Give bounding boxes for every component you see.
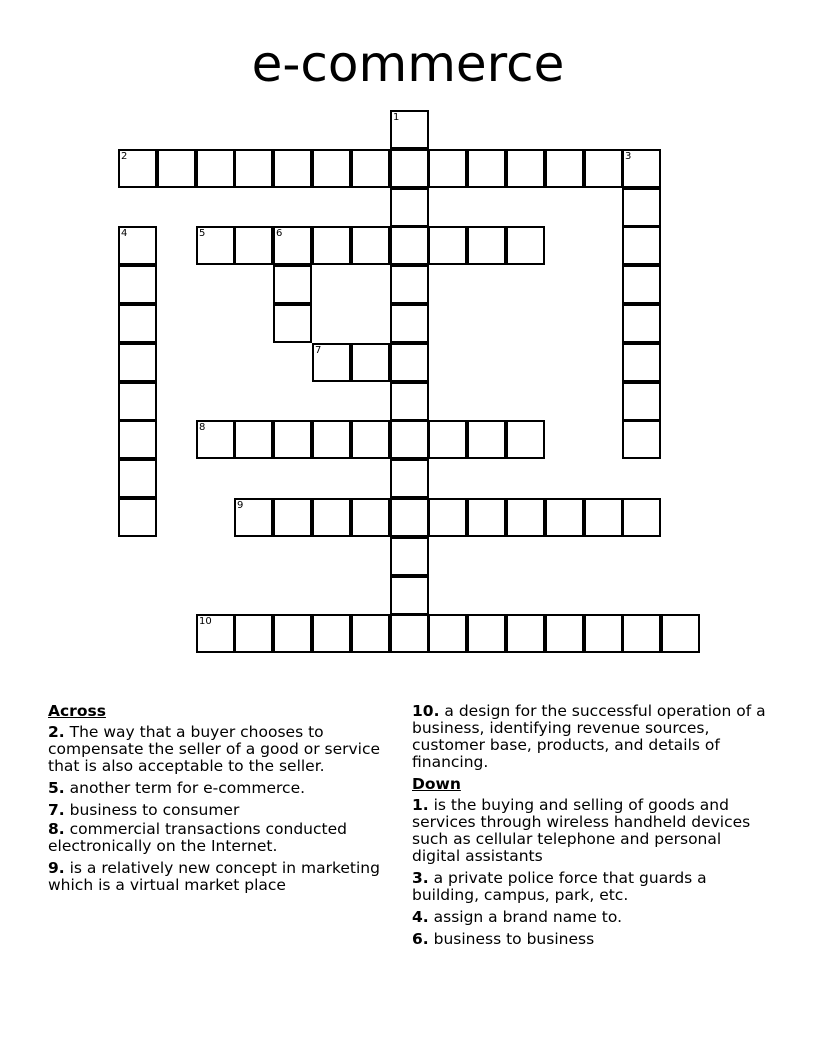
grid-cell [467, 498, 506, 537]
grid-cell [273, 226, 312, 265]
grid-cell [234, 498, 273, 537]
clue-number: 7. [48, 801, 65, 819]
grid-cell [351, 149, 390, 188]
clue-number: 9. [48, 859, 65, 877]
grid-cell [467, 614, 506, 653]
grid-cell [273, 149, 312, 188]
grid-cell [506, 149, 545, 188]
grid-cell [234, 614, 273, 653]
grid-cell [661, 614, 700, 653]
clue-start-number: 10 [199, 616, 212, 627]
grid-cell [584, 149, 623, 188]
across-clue [48, 802, 393, 819]
grid-cell [351, 420, 390, 459]
grid-cell [390, 576, 429, 615]
grid-cell [428, 498, 467, 537]
grid-cell [622, 498, 661, 537]
clue-start-number: 4 [121, 228, 128, 239]
clue-start-number: 9 [237, 500, 244, 511]
clue-number: 1. [412, 796, 429, 814]
grid-cell [545, 149, 584, 188]
grid-cell [622, 343, 661, 382]
grid-cell [545, 498, 584, 537]
grid-cell [234, 226, 273, 265]
grid-cell [312, 226, 351, 265]
clue-number: 3. [412, 869, 429, 887]
grid-cell [428, 226, 467, 265]
across-clue [48, 780, 393, 797]
clue-start-number: 2 [121, 151, 128, 162]
across-clue [48, 860, 393, 894]
grid-cell [312, 343, 351, 382]
clue-text: a design for the successful operation of a business, identifying revenue sources, customer base, products, and details of financing. [412, 702, 766, 771]
across-heading: Across [48, 702, 106, 720]
grid-cell [506, 498, 545, 537]
grid-cell [196, 420, 235, 459]
grid-cell [506, 420, 545, 459]
grid-cell [118, 304, 157, 343]
grid-cell [467, 420, 506, 459]
grid-cell [273, 614, 312, 653]
grid-cell [467, 226, 506, 265]
clue-start-number: 7 [315, 345, 322, 356]
grid-cell [622, 304, 661, 343]
grid-cell [273, 265, 312, 304]
grid-cell [157, 149, 196, 188]
clue-text: business to consumer [69, 801, 240, 819]
grid-cell [390, 226, 429, 265]
clue-text: is a relatively new concept in marketing which is a virtual market place [48, 859, 380, 894]
grid-cell [351, 498, 390, 537]
grid-cell [390, 188, 429, 227]
grid-cell [622, 614, 661, 653]
clue-start-number: 6 [276, 228, 283, 239]
grid-cell [312, 420, 351, 459]
grid-cell [118, 343, 157, 382]
clue-text: a private police force that guards a building, campus, park, etc. [412, 869, 707, 904]
grid-cell [622, 382, 661, 421]
grid-cell [390, 420, 429, 459]
grid-cell [273, 498, 312, 537]
grid-cell [118, 226, 157, 265]
clue-number: 8. [48, 820, 65, 838]
grid-cell [312, 498, 351, 537]
grid-cell [273, 420, 312, 459]
down-clue [412, 931, 772, 948]
down-clue [412, 909, 772, 926]
grid-cell [428, 420, 467, 459]
grid-cell [506, 614, 545, 653]
grid-cell [273, 304, 312, 343]
grid-cell [351, 226, 390, 265]
down-heading: Down [412, 775, 461, 793]
clue-start-number: 1 [393, 112, 400, 123]
clue-text: The way that a buyer chooses to compensate the seller of a good or service that is also acceptable to the seller. [48, 723, 381, 775]
clue-number: 4. [412, 908, 429, 926]
grid-cell [196, 614, 235, 653]
down-clue [412, 797, 772, 865]
clue-text: is the buying and selling of goods and services through wireless handheld devices such as cellular telephone and personal digital assistants [412, 796, 751, 865]
grid-cell [390, 265, 429, 304]
grid-cell [390, 614, 429, 653]
grid-cell [622, 420, 661, 459]
grid-cell [506, 226, 545, 265]
grid-cell [467, 149, 506, 188]
grid-cell [118, 149, 157, 188]
clues-column-left [48, 703, 393, 899]
grid-cell [118, 459, 157, 498]
grid-cell [312, 149, 351, 188]
grid-cell [234, 420, 273, 459]
grid-cell [196, 226, 235, 265]
grid-cell [622, 149, 661, 188]
grid-cell [118, 420, 157, 459]
grid-cell [312, 614, 351, 653]
grid-cell [584, 614, 623, 653]
grid-cell [234, 149, 273, 188]
grid-cell [622, 188, 661, 227]
clue-text: assign a brand name to. [433, 908, 622, 926]
clue-text: business to business [433, 930, 595, 948]
clue-text: commercial transactions conducted electronically on the Internet. [48, 820, 347, 855]
clue-number: 6. [412, 930, 429, 948]
grid-cell [196, 149, 235, 188]
across-clue [412, 703, 772, 771]
grid-cell [390, 149, 429, 188]
grid-cell [622, 265, 661, 304]
grid-cell [390, 304, 429, 343]
clue-number: 5. [48, 779, 65, 797]
grid-cell [428, 614, 467, 653]
across-clue [48, 821, 393, 855]
grid-cell [584, 498, 623, 537]
grid-cell [390, 110, 429, 149]
clue-start-number: 3 [625, 151, 632, 162]
grid-cell [118, 382, 157, 421]
grid-cell [390, 498, 429, 537]
down-clue [412, 870, 772, 904]
grid-cell [351, 614, 390, 653]
grid-cell [390, 537, 429, 576]
grid-cell [118, 265, 157, 304]
across-clue [48, 724, 393, 775]
grid-cell [390, 343, 429, 382]
grid-cell [622, 226, 661, 265]
grid-cell [545, 614, 584, 653]
page-title: e-commerce [251, 35, 565, 93]
grid-cell [118, 498, 157, 537]
grid-cell [390, 382, 429, 421]
clue-start-number: 5 [199, 228, 206, 239]
clue-text: another term for e-commerce. [69, 779, 306, 797]
grid-cell [428, 149, 467, 188]
grid-cell [390, 459, 429, 498]
clue-start-number: 8 [199, 422, 206, 433]
grid-cell [351, 343, 390, 382]
clue-number: 2. [48, 723, 65, 741]
clues-column-right [412, 703, 772, 953]
clue-number: 10. [412, 702, 440, 720]
